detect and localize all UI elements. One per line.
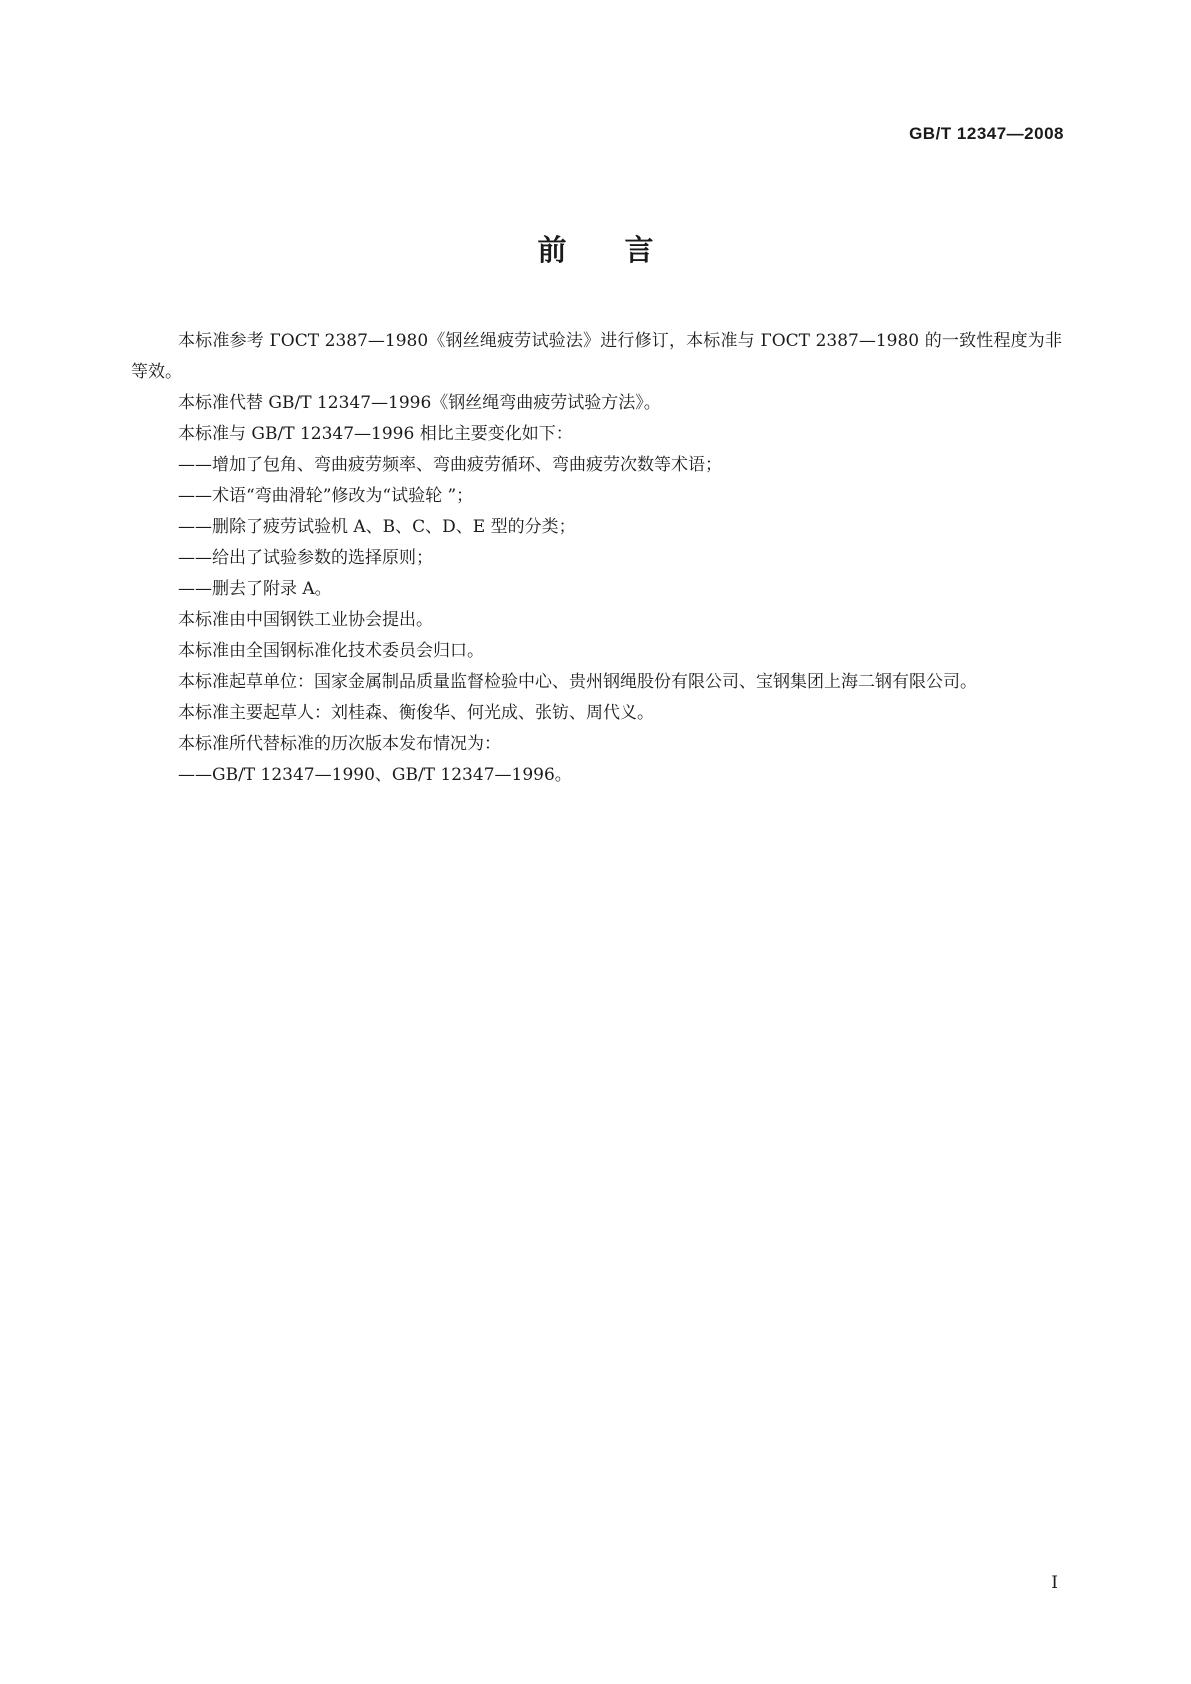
history-item: ——GB/T 12347—1990、GB/T 12347—1996。 bbox=[178, 765, 572, 785]
change-item: ——删除了疲劳试验机 A、B、C、D、E 型的分类； bbox=[178, 517, 576, 537]
change-item: ——删去了附录 A。 bbox=[178, 579, 332, 599]
page-title: 前言 bbox=[537, 233, 712, 267]
paragraph-drafters: 本标准主要起草人：刘桂森、衡俊华、何光成、张钫、周代义。 bbox=[178, 703, 654, 723]
paragraph-committee: 本标准由全国钢标准化技术委员会归口。 bbox=[178, 641, 484, 661]
page-number: I bbox=[1051, 1573, 1058, 1593]
paragraph-changes-intro: 本标准与 GB/T 12347—1996 相比主要变化如下： bbox=[178, 424, 573, 444]
paragraph-history-intro: 本标准所代替标准的历次版本发布情况为： bbox=[178, 734, 501, 754]
paragraph-reference: 本标准参考 ГОСТ 2387—1980《钢丝绳疲劳试验法》进行修订，本标准与 ГОСТ 2387—1980 的一致性程度为非等效。 bbox=[131, 331, 1062, 382]
foreword-body bbox=[131, 326, 1062, 791]
paragraph-drafting-units: 本标准起草单位：国家金属制品质量监督检验中心、贵州钢绳股份有限公司、宝钢集团上海二钢有限公司。 bbox=[178, 672, 977, 692]
change-item: ——给出了试验参数的选择原则； bbox=[178, 548, 433, 568]
paragraph-proposer: 本标准由中国钢铁工业协会提出。 bbox=[178, 610, 433, 630]
change-item: ——增加了包角、弯曲疲劳频率、弯曲疲劳循环、弯曲疲劳次数等术语； bbox=[178, 455, 722, 475]
standard-code: GB/T 12347—2008 bbox=[909, 124, 1064, 143]
change-item: ——术语“弯曲滑轮”修改为“试验轮 ”； bbox=[178, 486, 474, 506]
paragraph-replaces: 本标准代替 GB/T 12347—1996《钢丝绳弯曲疲劳试验方法》。 bbox=[178, 393, 661, 413]
